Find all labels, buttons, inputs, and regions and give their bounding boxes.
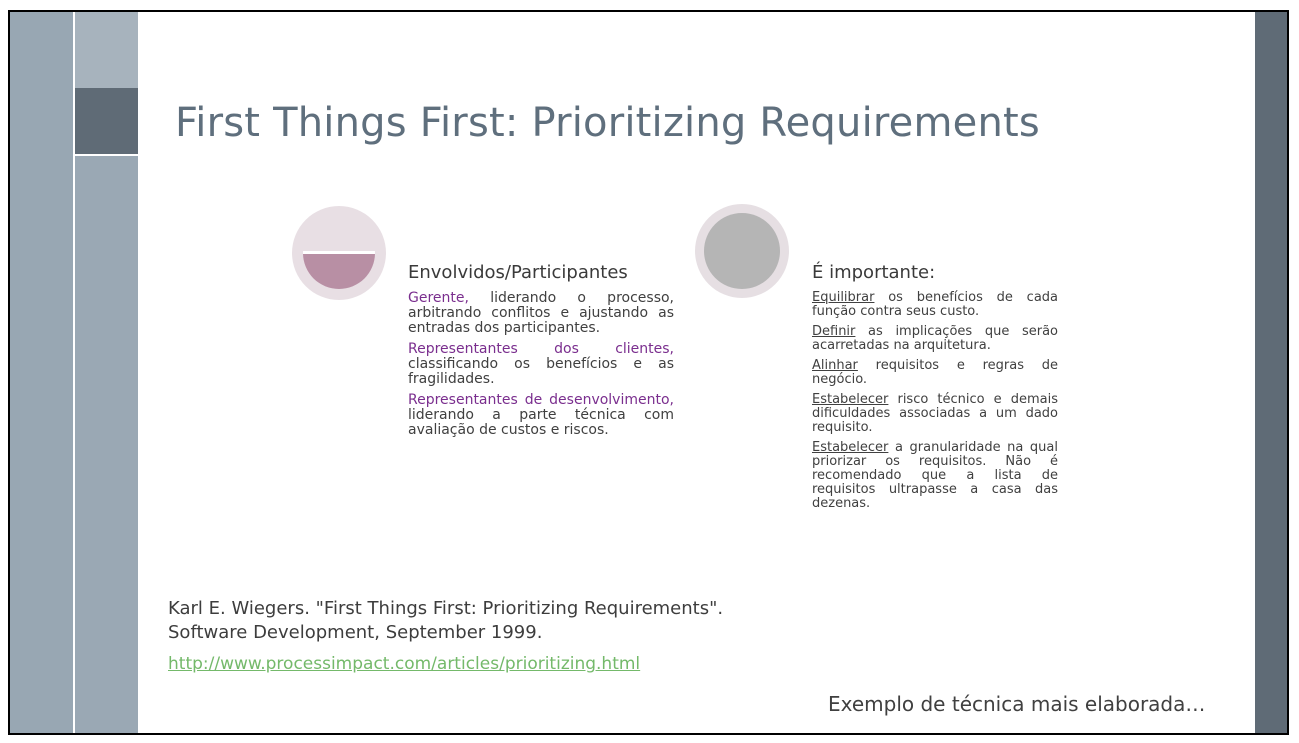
citation-line-2: Software Development, September 1999. — [168, 622, 543, 643]
important-description: risco técnico e demais dificuldades associadas a um dado requisito. — [812, 392, 1058, 435]
full-circle-icon — [695, 204, 789, 298]
important-column — [812, 262, 1058, 517]
participants-column — [408, 262, 674, 444]
reference-link[interactable]: http://www.processimpact.com/articles/prioritizing.html — [168, 654, 641, 674]
important-description: a granularidade na qual priorizar os requisitos. Não é recomendado que a lista de requisitos ultrapasse a casa das dezenas. — [812, 440, 1058, 511]
important-heading: É importante: — [812, 262, 936, 283]
left-decor-band — [10, 12, 73, 733]
important-verb: Equilibrar — [812, 290, 875, 305]
important-verb: Estabelecer — [812, 440, 889, 455]
participant-role: Representantes dos clientes, — [408, 341, 674, 357]
important-verb: Definir — [812, 324, 856, 339]
important-item — [812, 359, 1058, 387]
citation — [168, 597, 723, 645]
citation-line-1: Karl E. Wiegers. "First Things First: Prioritizing Requirements". — [168, 598, 724, 619]
important-item — [812, 441, 1058, 511]
participants-heading: Envolvidos/Participantes — [408, 262, 628, 283]
slide-title: First Things First: Prioritizing Requirements — [175, 100, 1040, 146]
participant-description: liderando a parte técnica com avaliação de custos e riscos. — [408, 407, 674, 438]
important-verb: Estabelecer — [812, 392, 889, 407]
left-decor-square-divider — [75, 154, 138, 156]
important-item — [812, 291, 1058, 319]
important-item — [812, 393, 1058, 435]
important-verb: Alinhar — [812, 358, 858, 373]
slide-frame — [8, 10, 1289, 735]
important-description: as implicações que serão acarretadas na arquitetura. — [812, 324, 1058, 353]
left-decor-accent-square — [75, 88, 138, 154]
participant-item — [408, 342, 674, 387]
important-description: requisitos e regras de negócio. — [812, 358, 1058, 387]
participant-item — [408, 291, 674, 336]
half-circle-icon — [292, 206, 386, 300]
important-description: os benefícios de cada função contra seus custo. — [812, 290, 1058, 319]
participant-role: Gerente, — [408, 290, 469, 306]
left-decor-top-block — [75, 12, 138, 88]
participant-description: classificando os benefícios e as fragilidades. — [408, 356, 674, 387]
right-decor-band — [1255, 12, 1287, 733]
participant-description: liderando o processo, arbitrando conflitos e ajustando as entradas dos participantes. — [408, 290, 674, 336]
example-technique-link[interactable]: Exemplo de técnica mais elaborada… — [828, 692, 1206, 716]
participant-role: Representantes de desenvolvimento, — [408, 392, 674, 408]
participant-item — [408, 393, 674, 438]
important-item — [812, 325, 1058, 353]
